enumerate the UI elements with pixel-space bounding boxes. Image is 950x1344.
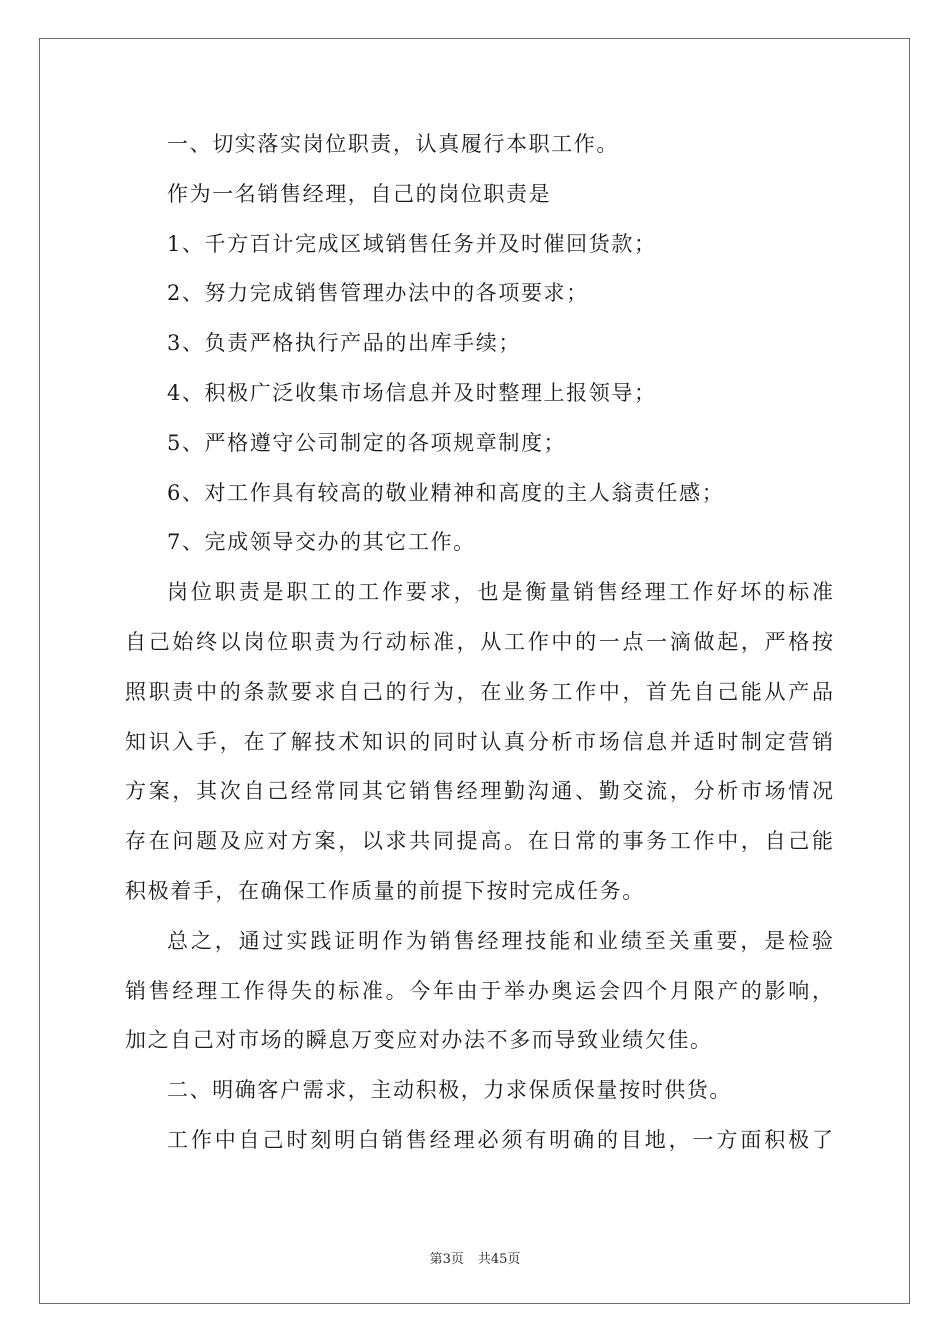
text-line: 一、切实落实岗位职责，认真履行本职工作。 bbox=[167, 132, 619, 156]
page-number: 第3页 bbox=[429, 1252, 464, 1267]
text-line: 2、努力完成销售管理办法中的各项要求； bbox=[167, 281, 589, 306]
text-line: 二、明确客户需求，主动积极，力求保质保量按时供货。 bbox=[167, 1078, 732, 1103]
text-line: 存在问题及应对方案，以求共同提高。在日常的事务工作中，自己能 bbox=[125, 829, 833, 854]
text-line: 总之，通过实践证明作为销售经理技能和业绩至关重要，是检验 bbox=[167, 928, 833, 953]
text-line: 积极着手，在确保工作质量的前提下按时完成任务。 bbox=[125, 878, 645, 903]
text-line: 4、积极广泛收集市场信息并及时整理上报领导； bbox=[167, 380, 657, 405]
text-line: 加之自己对市场的瞬息万变应对办法不多而导致业绩欠佳。 bbox=[125, 1028, 713, 1053]
text-line: 3、负责严格执行产品的出库手续； bbox=[167, 331, 521, 356]
text-line: 方案，其次自己经常同其它销售经理勤沟通、勤交流，分析市场情况 bbox=[125, 779, 833, 804]
text-line: 作为一名销售经理，自己的岗位职责是 bbox=[167, 181, 552, 206]
text-line: 销售经理工作得失的标准。今年由于举办奥运会四个月限产的影响， bbox=[125, 978, 833, 1003]
text-line: 岗位职责是职工的工作要求，也是衡量销售经理工作好坏的标准 bbox=[167, 580, 833, 605]
text-line: 7、完成领导交办的其它工作。 bbox=[167, 530, 476, 555]
document-body bbox=[125, 120, 833, 1166]
page-footer bbox=[0, 1248, 950, 1267]
text-line: 6、对工作具有较高的敬业精神和高度的主人翁责任感； bbox=[167, 480, 725, 505]
text-line: 自己始终以岗位职责为行动标准，从工作中的一点一滴做起，严格按 bbox=[125, 629, 833, 654]
text-line: 工作中自己时刻明白销售经理必须有明确的目地，一方面积极了 bbox=[167, 1127, 833, 1152]
page-total: 共45页 bbox=[477, 1252, 521, 1267]
text-line: 5、严格遵守公司制定的各项规章制度； bbox=[167, 430, 567, 455]
text-line: 知识入手，在了解技术知识的同时认真分析市场信息并适时制定营销 bbox=[125, 729, 833, 754]
text-line: 照职责中的条款要求自己的行为，在业务工作中，首先自己能从产品 bbox=[125, 679, 833, 704]
text-line: 1、千方百计完成区域销售任务并及时催回货款； bbox=[167, 231, 657, 256]
